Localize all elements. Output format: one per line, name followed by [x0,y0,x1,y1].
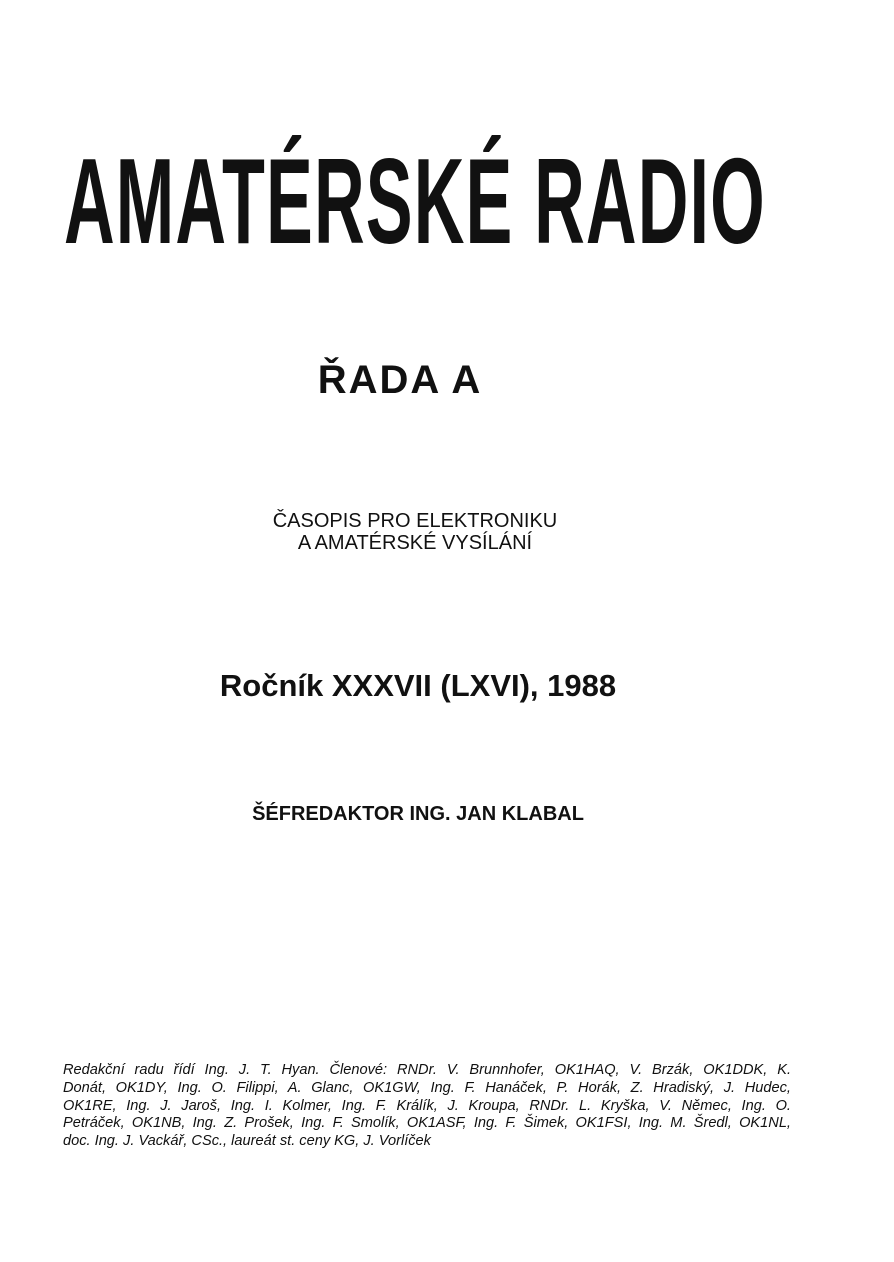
board-line: OK1RE, Ing. J. Jaroš, Ing. I. Kolmer, Ing. F. Králík, J. Kroupa, RNDr. L. Kryška, V. Němec, Ing. O. [63,1097,791,1114]
volume-year: Ročník XXXVII (LXVI), 1988 [219,668,617,703]
subtitle-line: ČASOPIS PRO ELEKTRONIKU [272,510,558,532]
board-line: Petráček, OK1NB, Ing. Z. Prošek, Ing. F. Smolík, OK1ASF, Ing. F. Šimek, OK1FSI, Ing. M. Šredl, OK1NL, [63,1115,791,1132]
subtitle [0,510,830,554]
series-label: ŘADA A [317,358,483,402]
board-line: Donát, OK1DY, Ing. O. Filippi, A. Glanc, OK1GW, Ing. F. Hanáček, P. Horák, Z. Hradiský, J. Hudec, [63,1079,791,1096]
board-line: doc. Ing. J. Vackář, CSc., laureát st. ceny KG, J. Vorlíček [63,1133,431,1150]
board-line: Redakční radu řídí Ing. J. T. Hyan. Členové: RNDr. V. Brunnhofer, OK1HAQ, V. Brzák, OK1DDK, K. [63,1062,791,1078]
editorial-board [63,1062,791,1151]
chief-editor: ŠÉFREDAKTOR ING. JAN KLABAL [252,803,584,825]
subtitle-line: A AMATÉRSKÉ VYSÍLÁNÍ [297,532,533,554]
magazine-title: AMATÉRSKÉ RADIO [64,133,766,269]
